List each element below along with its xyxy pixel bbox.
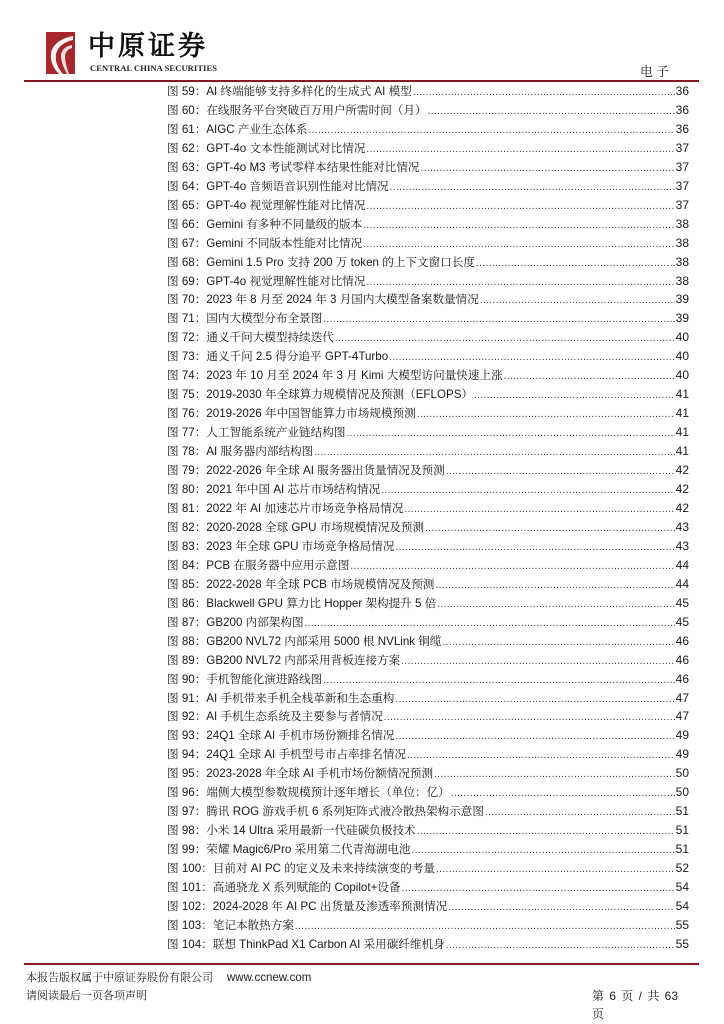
dot-leader — [384, 709, 675, 728]
toc-entry[interactable] — [167, 309, 689, 328]
dot-leader — [366, 274, 674, 293]
toc-entry-title[interactable]: 图 81：2022 年 AI 加速芯片市场竞争格局情况 — [167, 501, 404, 515]
disclaimer-note: 请阅读最后一页各项声明 — [26, 990, 147, 1002]
toc-entry-title[interactable]: 图 83：2023 年全球 GPU 市场竞争格局情况 — [167, 539, 395, 553]
dot-leader — [417, 823, 675, 842]
toc-entry-page-number[interactable]: 46 — [675, 652, 689, 667]
dot-leader — [412, 842, 675, 861]
dot-leader — [434, 766, 675, 785]
toc-entry-page-number[interactable]: 37 — [675, 140, 689, 155]
toc-entry-page-number[interactable]: 43 — [675, 538, 689, 553]
toc-entry-title[interactable]: 图 104：联想 ThinkPad X1 Carbon AI 采用碳纤维机身 — [167, 937, 445, 951]
dot-leader — [437, 596, 674, 615]
dot-leader — [425, 520, 675, 539]
toc-entry[interactable] — [167, 177, 689, 196]
toc-entry-page-number[interactable]: 47 — [675, 709, 689, 724]
toc-entry[interactable] — [167, 385, 689, 404]
dot-leader — [413, 84, 675, 103]
toc-entry-title[interactable]: 图 98：小米 14 Ultra 采用最新一代硅碳负极技术 — [167, 824, 416, 838]
toc-entry[interactable] — [167, 139, 689, 158]
toc-entry[interactable] — [167, 234, 689, 253]
toc-entry[interactable] — [167, 461, 689, 480]
toc-entry-title[interactable]: 图 63：GPT-4o M3 考试零样本结果性能对比情况 — [167, 160, 420, 174]
dot-leader — [314, 444, 674, 463]
company-logo-icon — [46, 32, 75, 74]
toc-entry-page-number[interactable]: 38 — [675, 235, 689, 250]
dot-leader — [504, 368, 675, 387]
figure-table-of-contents — [167, 82, 689, 954]
company-logo-chinese: 中原证券 — [88, 31, 208, 62]
toc-entry-page-number[interactable]: 49 — [675, 747, 689, 762]
toc-entry-title[interactable]: 图 87：GB200 内部架构图 — [167, 615, 304, 629]
company-logo-english: CENTRAL CHINA SECURITIES — [90, 63, 218, 73]
dot-leader — [417, 406, 675, 425]
dot-leader — [395, 691, 674, 710]
toc-entry[interactable] — [167, 575, 689, 594]
dot-leader — [305, 615, 675, 634]
dot-leader — [346, 425, 674, 444]
dot-leader — [390, 179, 675, 198]
toc-entry-title[interactable]: 图 90：手机智能化演进路线图 — [167, 672, 323, 686]
toc-entry-title[interactable]: 图 67：Gemini 不同版本性能对比情况 — [167, 236, 363, 250]
dot-leader — [395, 539, 674, 558]
toc-entry-title[interactable]: 图 97：腾讯 ROG 游戏手机 6 系列矩阵式液冷散热架构示意图 — [167, 805, 484, 819]
toc-entry-page-number[interactable]: 46 — [675, 671, 689, 686]
dot-leader — [350, 558, 674, 577]
toc-entry-title[interactable]: 图 86：Blackwell GPU 算力比 Hopper 架构提升 5 倍 — [167, 596, 437, 610]
dot-leader — [428, 103, 675, 122]
dot-leader — [448, 899, 674, 918]
report-sector-label: 电子 — [640, 65, 673, 80]
toc-entry-page-number[interactable]: 44 — [675, 557, 689, 572]
toc-entry-page-number[interactable]: 40 — [675, 368, 689, 383]
toc-entry[interactable] — [167, 670, 689, 689]
toc-entry-title[interactable]: 图 101：高通骁龙 X 系列赋能的 Copilot+设备 — [167, 881, 401, 895]
toc-entry[interactable] — [167, 480, 689, 499]
toc-entry[interactable] — [167, 689, 689, 708]
toc-entry-title[interactable]: 图 60：在线服务平台突破百万用户所需时间（月） — [167, 103, 427, 117]
toc-entry-page-number[interactable]: 41 — [675, 387, 689, 402]
toc-entry-page-number[interactable]: 49 — [675, 728, 689, 743]
toc-entry[interactable] — [167, 897, 689, 916]
toc-entry[interactable] — [167, 878, 689, 897]
toc-entry[interactable] — [167, 613, 689, 632]
toc-entry-page-number[interactable]: 37 — [675, 159, 689, 174]
footer-divider — [24, 963, 699, 965]
toc-entry-page-number[interactable]: 36 — [675, 121, 689, 136]
toc-entry-page-number[interactable]: 36 — [675, 102, 689, 117]
toc-entry[interactable] — [167, 215, 689, 234]
toc-entry-page-number[interactable]: 51 — [675, 823, 689, 838]
toc-entry-page-number[interactable]: 38 — [675, 216, 689, 231]
toc-entry[interactable] — [167, 366, 689, 385]
toc-entry-page-number[interactable]: 50 — [675, 766, 689, 781]
dot-leader — [474, 387, 675, 406]
toc-entry-title[interactable]: 图 70：2023 年 8 月至 2024 年 3 月国内大模型备案数量情况 — [167, 293, 479, 307]
toc-entry-page-number[interactable]: 37 — [675, 197, 689, 212]
toc-entry-title[interactable]: 图 91：AI 手机带来手机全栈革新和生态重构 — [167, 691, 395, 705]
toc-entry[interactable] — [167, 253, 689, 272]
toc-entry-page-number[interactable]: 45 — [675, 614, 689, 629]
page-header — [0, 0, 724, 82]
toc-entry-page-number[interactable]: 38 — [675, 254, 689, 269]
toc-entry[interactable] — [167, 442, 689, 461]
dot-leader — [295, 918, 675, 937]
toc-entry-page-number[interactable]: 42 — [675, 482, 689, 497]
toc-entry-page-number[interactable]: 45 — [675, 595, 689, 610]
dot-leader — [443, 634, 675, 653]
toc-entry-title[interactable]: 图 75：2019-2030 年全球算力规模情况及预测（EFLOPS） — [167, 388, 474, 402]
toc-entry-page-number[interactable]: 41 — [675, 425, 689, 440]
dot-leader — [395, 728, 674, 747]
dot-leader — [421, 160, 675, 179]
toc-entry[interactable] — [167, 537, 689, 556]
dot-leader — [366, 198, 674, 217]
toc-entry[interactable] — [167, 935, 689, 954]
toc-entry-title[interactable]: 图 69：GPT-4o 视觉理解性能对比情况 — [167, 274, 366, 288]
toc-entry-title[interactable]: 图 77：人工智能系统产业链结构图 — [167, 426, 346, 440]
dot-leader — [323, 311, 674, 330]
page-indicator: 第 6 页 / 共 63 页 — [592, 989, 679, 1021]
toc-entry[interactable] — [167, 328, 689, 347]
toc-entry-title[interactable]: 图 68：Gemini 1.5 Pro 支持 200 万 token 的上下文窗口长度 — [167, 255, 475, 269]
toc-entry-title[interactable]: 图 76：2019-2026 年中国智能算力市场规模预测 — [167, 407, 416, 421]
toc-entry[interactable] — [167, 518, 689, 537]
toc-entry-title[interactable]: 图 73：通义千问 2.5 得分追平 GPT-4Turbo — [167, 350, 389, 364]
toc-entry[interactable] — [167, 764, 689, 783]
dot-leader — [363, 236, 674, 255]
toc-entry-page-number[interactable]: 46 — [675, 633, 689, 648]
toc-entry-title[interactable]: 图 72：通义千问大模型持续迭代 — [167, 331, 334, 345]
toc-entry-title[interactable]: 图 100：目前对 AI PC 的定义及未来持续演变的考量 — [167, 862, 435, 876]
toc-entry-title[interactable]: 图 89：GB200 NVL72 内部采用背板连接方案 — [167, 653, 401, 667]
toc-entry[interactable] — [167, 821, 689, 840]
toc-entry-title[interactable]: 图 65：GPT-4o 视觉理解性能对比情况 — [167, 198, 366, 212]
toc-entry-title[interactable]: 图 66：Gemini 有多种不同量级的版本 — [167, 217, 363, 231]
toc-entry[interactable] — [167, 840, 689, 859]
toc-entry-title[interactable]: 图 64：GPT-4o 音频语音识别性能对比情况 — [167, 179, 389, 193]
toc-entry[interactable] — [167, 556, 689, 575]
toc-entry-page-number[interactable]: 41 — [675, 444, 689, 459]
toc-entry-page-number[interactable]: 54 — [675, 898, 689, 913]
toc-entry-page-number[interactable]: 51 — [675, 842, 689, 857]
toc-entry-page-number[interactable]: 51 — [675, 804, 689, 819]
toc-entry[interactable] — [167, 120, 689, 139]
toc-entry-title[interactable]: 图 78：AI 服务器内部结构图 — [167, 445, 314, 459]
toc-entry-page-number[interactable]: 55 — [675, 936, 689, 951]
dot-leader — [407, 747, 675, 766]
toc-entry[interactable] — [167, 632, 689, 651]
toc-entry-page-number[interactable]: 40 — [675, 330, 689, 345]
dot-leader — [485, 804, 675, 823]
footer-copyright — [26, 969, 311, 985]
toc-entry-page-number[interactable]: 52 — [675, 861, 689, 876]
toc-entry-title[interactable]: 图 61：AIGC 产业生态体系 — [167, 122, 308, 136]
toc-entry-title[interactable]: 图 82：2020-2028 全球 GPU 市场规模情况及预测 — [167, 520, 425, 534]
toc-entry[interactable] — [167, 290, 689, 309]
toc-entry[interactable] — [167, 707, 689, 726]
dot-leader — [436, 861, 675, 880]
toc-entry-page-number[interactable]: 44 — [675, 576, 689, 591]
toc-entry-title[interactable]: 图 92：AI 手机生态系统及主要参与者情况 — [167, 710, 383, 724]
toc-entry-page-number[interactable]: 39 — [675, 292, 689, 307]
toc-entry[interactable] — [167, 651, 689, 670]
toc-entry[interactable] — [167, 272, 689, 291]
dot-leader — [476, 255, 675, 274]
toc-entry-title[interactable]: 图 59：AI 终端能够支持多样化的生成式 AI 模型 — [167, 85, 412, 98]
toc-entry[interactable] — [167, 499, 689, 518]
toc-entry-page-number[interactable]: 37 — [675, 178, 689, 193]
toc-entry-page-number[interactable]: 43 — [675, 519, 689, 534]
toc-entry-title[interactable]: 图 84：PCB 在服务器中应用示意图 — [167, 558, 350, 572]
toc-entry-page-number[interactable]: 54 — [675, 880, 689, 895]
toc-entry-page-number[interactable]: 38 — [675, 273, 689, 288]
dot-leader — [323, 672, 674, 691]
dot-leader — [451, 785, 675, 804]
toc-entry[interactable] — [167, 158, 689, 177]
toc-entry[interactable] — [167, 101, 689, 120]
dot-leader — [446, 937, 675, 956]
dot-leader — [381, 482, 674, 501]
company-website-link[interactable]: www.ccnew.com — [227, 972, 312, 984]
toc-entry[interactable] — [167, 347, 689, 366]
toc-entry[interactable] — [167, 404, 689, 423]
toc-entry-title[interactable]: 图 94：24Q1 全球 AI 手机型号市占率排名情况 — [167, 748, 407, 762]
dot-leader — [401, 653, 674, 672]
toc-entry[interactable] — [167, 783, 689, 802]
dot-leader — [404, 501, 674, 520]
dot-leader — [435, 577, 674, 596]
dot-leader — [446, 463, 675, 482]
toc-entry[interactable] — [167, 859, 689, 878]
toc-entry-title[interactable]: 图 88：GB200 NVL72 内部采用 5000 根 NVLink 铜缆 — [167, 634, 442, 648]
dot-leader — [480, 292, 675, 311]
toc-entry-title[interactable]: 图 74：2023 年 10 月至 2024 年 3 月 Kimi 大模型访问量快速上涨 — [167, 369, 503, 383]
toc-entry-title[interactable]: 图 102：2024-2028 年 AI PC 出货量及渗透率预测情况 — [167, 899, 448, 913]
dot-leader — [335, 330, 675, 349]
toc-entry-title[interactable]: 图 96：端侧大模型参数规模预计逐年增长（单位：亿） — [167, 786, 450, 800]
dot-leader — [366, 141, 674, 160]
toc-entry[interactable] — [167, 745, 689, 764]
toc-entry-page-number[interactable]: 50 — [675, 785, 689, 800]
toc-entry-title[interactable]: 图 99：荣耀 Magic6/Pro 采用第二代青海湖电池 — [167, 843, 411, 857]
toc-entry-title[interactable]: 图 85：2022-2028 年全球 PCB 市场规模情况及预测 — [167, 577, 435, 591]
toc-entry-page-number[interactable]: 36 — [675, 84, 689, 98]
toc-entry-page-number[interactable]: 41 — [675, 406, 689, 421]
toc-entry-title[interactable]: 图 62：GPT-4o 文本性能测试对比情况 — [167, 141, 366, 155]
dot-leader — [402, 880, 675, 899]
toc-entry-title[interactable]: 图 71：国内大模型分布全景图 — [167, 312, 323, 326]
toc-entry-title[interactable]: 图 80：2021 年中国 AI 芯片市场结构情况 — [167, 483, 381, 497]
toc-entry-page-number[interactable]: 55 — [675, 917, 689, 932]
toc-entry-page-number[interactable]: 39 — [675, 311, 689, 326]
toc-entry[interactable] — [167, 726, 689, 745]
toc-entry[interactable] — [167, 82, 689, 101]
toc-entry-page-number[interactable]: 42 — [675, 500, 689, 515]
toc-entry[interactable] — [167, 594, 689, 613]
dot-leader — [363, 217, 674, 236]
toc-entry-page-number[interactable]: 40 — [675, 349, 689, 364]
dot-leader — [308, 122, 674, 141]
toc-entry-title[interactable]: 图 103：笔记本散热方案 — [167, 918, 294, 932]
toc-entry[interactable] — [167, 196, 689, 215]
dot-leader — [389, 349, 674, 368]
toc-entry-page-number[interactable]: 42 — [675, 463, 689, 478]
toc-entry-title[interactable]: 图 79：2022-2026 年全球 AI 服务器出货量情况及预测 — [167, 464, 445, 478]
toc-entry-title[interactable]: 图 95：2023-2028 年全球 AI 手机市场份额情况预测 — [167, 767, 434, 781]
toc-entry-page-number[interactable]: 47 — [675, 690, 689, 705]
copyright-text: 本报告版权属于中原证券股份有限公司 — [26, 972, 213, 984]
toc-entry[interactable] — [167, 802, 689, 821]
toc-entry[interactable] — [167, 423, 689, 442]
toc-entry-title[interactable]: 图 93：24Q1 全球 AI 手机市场份额排名情况 — [167, 729, 395, 743]
toc-entry[interactable] — [167, 916, 689, 935]
